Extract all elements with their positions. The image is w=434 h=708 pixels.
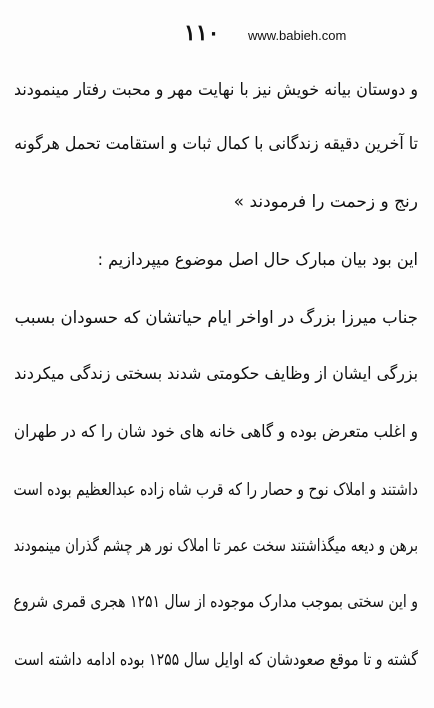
text-line: تا آخرین دقیقه زندگانی با کمال ثبات و استقامت تحمل هرگونه xyxy=(14,134,419,154)
text-line: رنج و زحمت را فرمودند » xyxy=(233,192,418,212)
text-line: گشته و تا موقع صعودشان که اوایل سال ۱۲۵۵ بوده ادامه داشته است xyxy=(14,650,418,670)
page-number: ۱۱۰ xyxy=(184,20,220,46)
site-url: www.babieh.com xyxy=(248,28,347,43)
text-line: جناب میرزا بزرگ در اواخر ایام حیاتشان که حسودان بسبب xyxy=(14,308,418,328)
text-line: و این سختی بموجب مدارک موجوده از سال ۱۲۵۱ هجری قمری شروع xyxy=(13,592,418,612)
text-line: بزرگی ایشان از وظایف حکومتی شدند بسختی زندگی میکردند xyxy=(14,364,418,384)
text-line: و اغلب متعرض بوده و گاهی خانه های خود شان را که در طهران xyxy=(13,422,418,442)
text-line: برهن و دیعه میگذاشتند سخت عمر تا املاک نور هر چشم گذران مینمودند xyxy=(13,536,418,556)
text-line: این بود بیان مبارک حال اصل موضوع میپردازیم : xyxy=(97,250,419,270)
text-line: داشتند و املاک نوح و حصار را که قرب شاه زاده عبدالعظیم بوده است xyxy=(13,480,418,500)
text-line: و دوستان بیانه خویش نیز با نهایت مهر و محبت رفتار مینمودند xyxy=(14,80,419,100)
